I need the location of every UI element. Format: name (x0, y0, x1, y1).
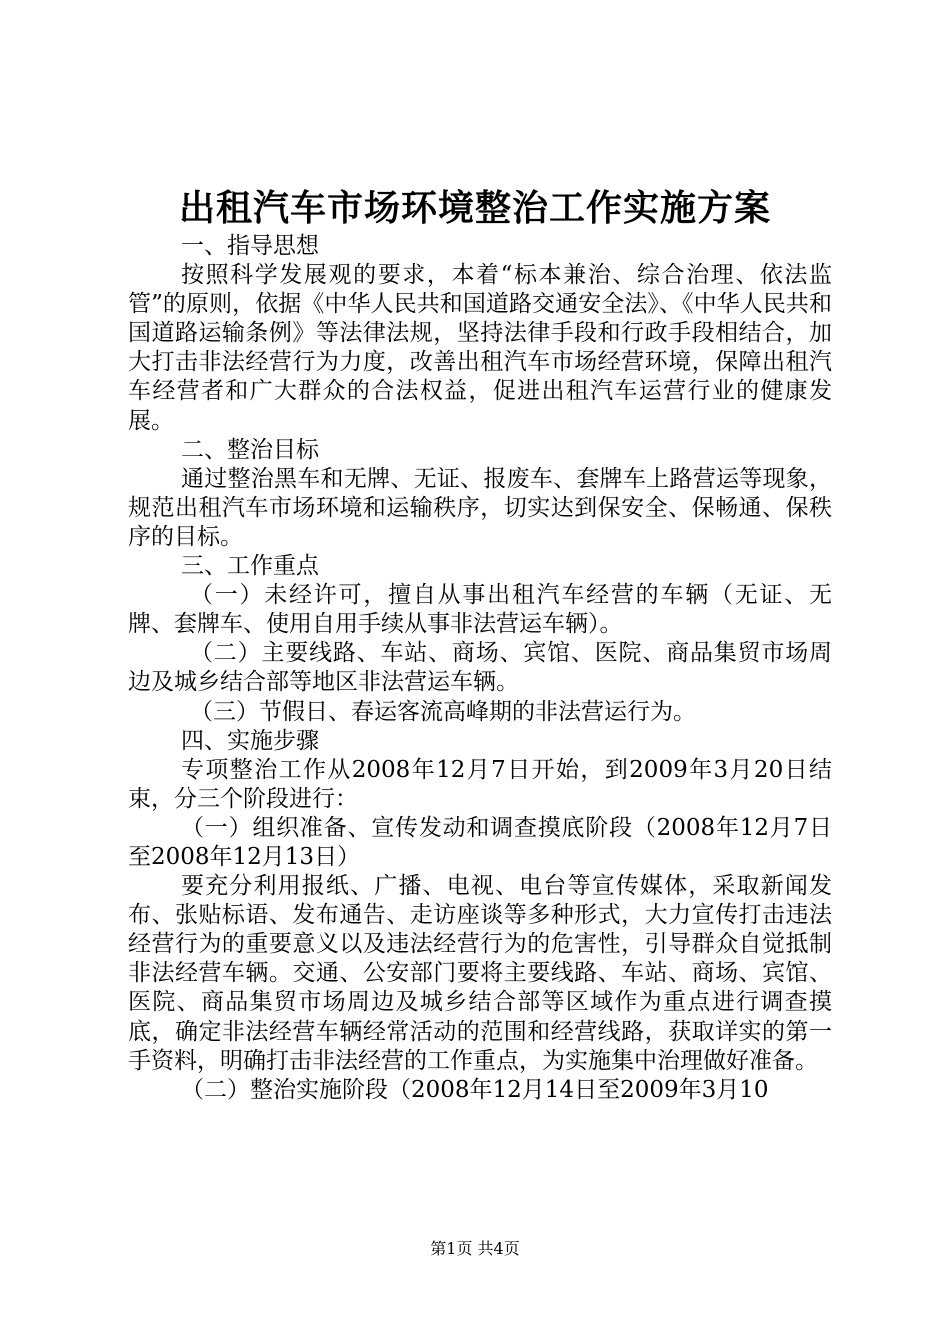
sub-heading: （一）组织准备、宣传发动和调查摸底阶段（2008年12月7日至2008年12月13日） (128, 814, 832, 870)
section-heading: 四、实施步骤 (181, 727, 319, 754)
body-paragraph: 按照科学发展观的要求，本着“标本兼治、综合治理、依法监管”的原则，依据《中华人民共和国道路交通安全法》、《中华人民共和国道路运输条例》等法律法规，坚持法律手段和行政手段相结合，加大打击非法经营行为力度，改善出租汽车市场经营环境，保障出租汽车经营者和广大群众的合法权益，促进出租汽车运营行业的健康发展。 (128, 262, 832, 434)
sub-heading: （二）整治实施阶段（2008年12月14日至2009年3月10 (181, 1076, 769, 1103)
list-item: （二）主要线路、车站、商场、宾馆、医院、商品集贸市场周边及城乡结合部等地区非法营运车辆。 (128, 640, 832, 696)
section-heading: 一、指导思想 (181, 233, 319, 259)
body-paragraph: 专项整治工作从2008年12月7日开始，到2009年3月20日结束，分三个阶段进行： (128, 756, 832, 812)
body-paragraph: 通过整治黑车和无牌、无证、报废车、套牌车上路营运等现象，规范出租汽车市场环境和运输秩序，切实达到保安全、保畅通、保秩序的目标。 (128, 465, 832, 550)
section-heading: 三、工作重点 (181, 553, 319, 580)
document-body (128, 232, 832, 1105)
document-title: 出租汽车市场环境整治工作实施方案 (178, 187, 771, 229)
body-paragraph: 要充分利用报纸、广播、电视、电台等宣传媒体，采取新闻发布、张贴标语、发布通告、走访座谈等多种形式，大力宣传打击违法经营行为的重要意义以及违法经营行为的危害性，引导群众自觉抵制非法经营车辆。交通、公安部门要将主要线路、车站、商场、宾馆、医院、商品集贸市场周边及城乡结合部等区域作为重点进行调查摸底，确定非法经营车辆经常活动的范围和经营线路，获取详实的第一手资料，明确打击非法经营的工作重点，为实施集中治理做好准备。 (128, 873, 832, 1074)
list-item: （一）未经许可，擅自从事出租汽车经营的车辆（无证、无牌、套牌车、使用自用手续从事非法营运车辆）。 (128, 582, 832, 638)
section-heading: 二、整治目标 (181, 436, 319, 463)
list-item: （三）节假日、春运客流高峰期的非法营运行为。 (190, 698, 696, 725)
page-footer: 第1页 共4页 (430, 1239, 520, 1258)
